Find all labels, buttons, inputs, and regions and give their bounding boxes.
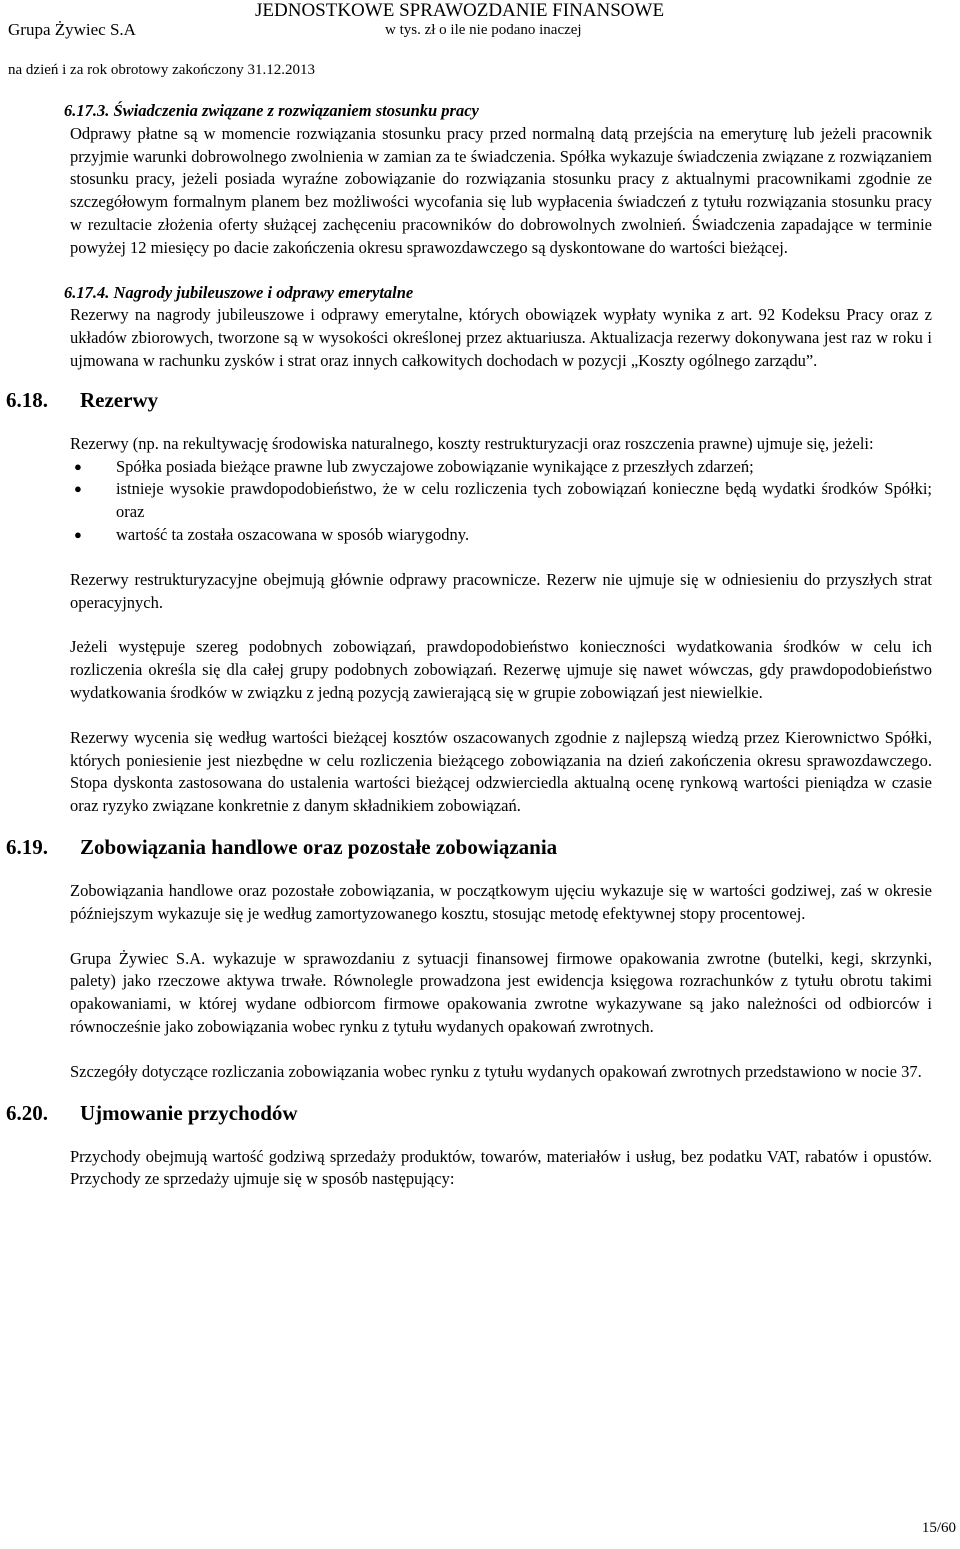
units-note: w tys. zł o ile nie podano inaczej [385,22,582,38]
section-number: 6.20. [6,1100,48,1125]
paragraph: Szczegóły dotyczące rozliczania zobowiązania wobec rynku z tytułu wydanych opakowań zwrotnych przedstawiono w nocie 37. [70,1061,922,1081]
paragraph: Rezerwy restrukturyzacyjne obejmują głównie odprawy pracownicze. Rezerw nie ujmuje się w odniesieniu do przyszłych strat operacyjnych. [70,569,932,612]
subsection-title: Nagrody jubileuszowe i odprawy emerytalne [113,282,414,302]
paragraph: Odprawy płatne są w momencie rozwiązania stosunku pracy przed normalną datą przejścia na emeryturę lub jeżeli pracownik przyjmie warunki dobrowolnego zwolnienia w zamian za te świadczenia. Spółka wykazuje świadczenia związane z rozwiązaniem stosunku pracy, jeżeli posiada wyraźne zobowiązanie do rozwiązania stosunku pracy z aktualnymi pracownikami zgodnie ze szczegółowym formalnym planem bez możliwości wycofania się lub wypłacenia świadczeń z tytułu rozwiązania stosunku pracy w rezultacie złożenia oferty służącej zachęceniu pracowników do dobrowolnych zwolnień. Świadczenia zapadające w terminie powyżej 12 miesięcy po dacie zakończenia okresu sprawozdawczego są dyskontowane do wartości bieżącej. [70,123,932,257]
subsection-title: Świadczenia związane z rozwiązaniem stosunku pracy [113,101,479,120]
section-heading-618 [6,387,932,413]
section-heading-619 [6,834,932,860]
paragraph: Przychody obejmują wartość godziwą sprzedaży produktów, towarów, materiałów i usług, bez podatku VAT, rabatów i opustów. Przychody ze sprzedaży ujmuje się w sposób następujący: [70,1146,932,1189]
subsection-number: 6.17.4. [64,282,110,302]
section-title: Rezerwy [80,387,159,412]
bullet-list [70,456,932,547]
document-title: JEDNOSTKOWE SPRAWOZDANIE FINANSOWE [255,0,665,21]
subsection-number: 6.17.3. [64,101,110,120]
list-item: ● wartość ta została oszacowana w sposób wiarygodny. [70,524,932,547]
paragraph: Jeżeli występuje szereg podobnych zobowiązań, prawdopodobieństwo konieczności wydatkowania środków w celu ich rozliczenia określa się dla całej grupy podobnych zobowiązań. Rezerwę ujmuje się nawet wówczas, gdy prawdopodobieństwo wydatkowania środków w związku z jedną pozycją zawierającą się w grupie zobowiązań jest niewielkie. [70,637,932,702]
subsection-heading-6173 [64,100,932,123]
document-body [6,100,932,1191]
section-heading-620 [6,1100,932,1126]
section-title: Ujmowanie przychodów [80,1100,298,1125]
list-item: ● istnieje wysokie prawdopodobieństwo, że w celu rozliczenia tych zobowiązań konieczne będą wydatki środków Spółki; oraz [70,478,932,524]
section-number: 6.19. [6,834,48,859]
paragraph: Rezerwy (np. na rekultywację środowiska naturalnego, koszty restrukturyzacji oraz roszczenia prawne) ujmuje się, jeżeli: [70,433,874,453]
page-number: 15/60 [921,1520,956,1536]
paragraph: Zobowiązania handlowe oraz pozostałe zobowiązania, w początkowym ujęciu wykazuje się w wartości godziwej, zaś w okresie późniejszym wykazuje się je według zamortyzowanego kosztu, stosując metodę efektywnej stopy procentowej. [70,880,932,923]
company-name: Grupa Żywiec S.A [8,20,136,39]
reporting-period: na dzień i za rok obrotowy zakończony 31.12.2013 [8,62,315,78]
section-number: 6.18. [6,387,48,412]
list-item: ● Spółka posiada bieżące prawne lub zwyczajowe zobowiązanie wynikające z przeszłych zdarzeń; [70,456,932,479]
paragraph: Rezerwy wycenia się według wartości bieżącej kosztów oszacowanych zgodnie z najlepszą wiedzą przez Kierownictwo Spółki, których poniesienie jest niezbędne w celu rozliczenia bieżącego zobowiązania na dzień zakończenia okresu sprawozdawczego. Stopa dyskonta zastosowana do ustalenia wartości bieżącej odzwierciedla aktualną ocenę rynkową wartości pieniądza w czasie oraz ryzyko związane konkretnie z danym składnikiem zobowiązań. [70,727,932,816]
subsection-heading-6174 [64,282,932,305]
section-title: Zobowiązania handlowe oraz pozostałe zobowiązania [80,834,558,859]
paragraph: Rezerwy na nagrody jubileuszowe i odprawy emerytalne, których obowiązek wypłaty wynika z art. 92 Kodeksu Pracy oraz z układów zbiorowych, tworzone są w wysokości określonej przez aktuariusza. Aktualizacja rezerwy dokonywana jest raz w roku i ujmowana w rachunku zysków i strat oraz innych całkowitych dochodach w pozycji „Koszty ogólnego zarządu”. [70,305,932,370]
paragraph: Grupa Żywiec S.A. wykazuje w sprawozdaniu z sytuacji finansowej firmowe opakowania zwrotne (butelki, kegi, skrzynki, palety) jako rzeczowe aktywa trwałe. Równolegle prowadzona jest ewidencja księgowa rozrachunków z tytułu obrotu takimi opakowaniami, w której wydane odbiorcom firmowe opakowania zwrotne wykazywane są jako należności od odbiorców i równocześnie jako zobowiązania wobec rynku z tytułu wydanych opakowań zwrotnych. [70,948,932,1036]
